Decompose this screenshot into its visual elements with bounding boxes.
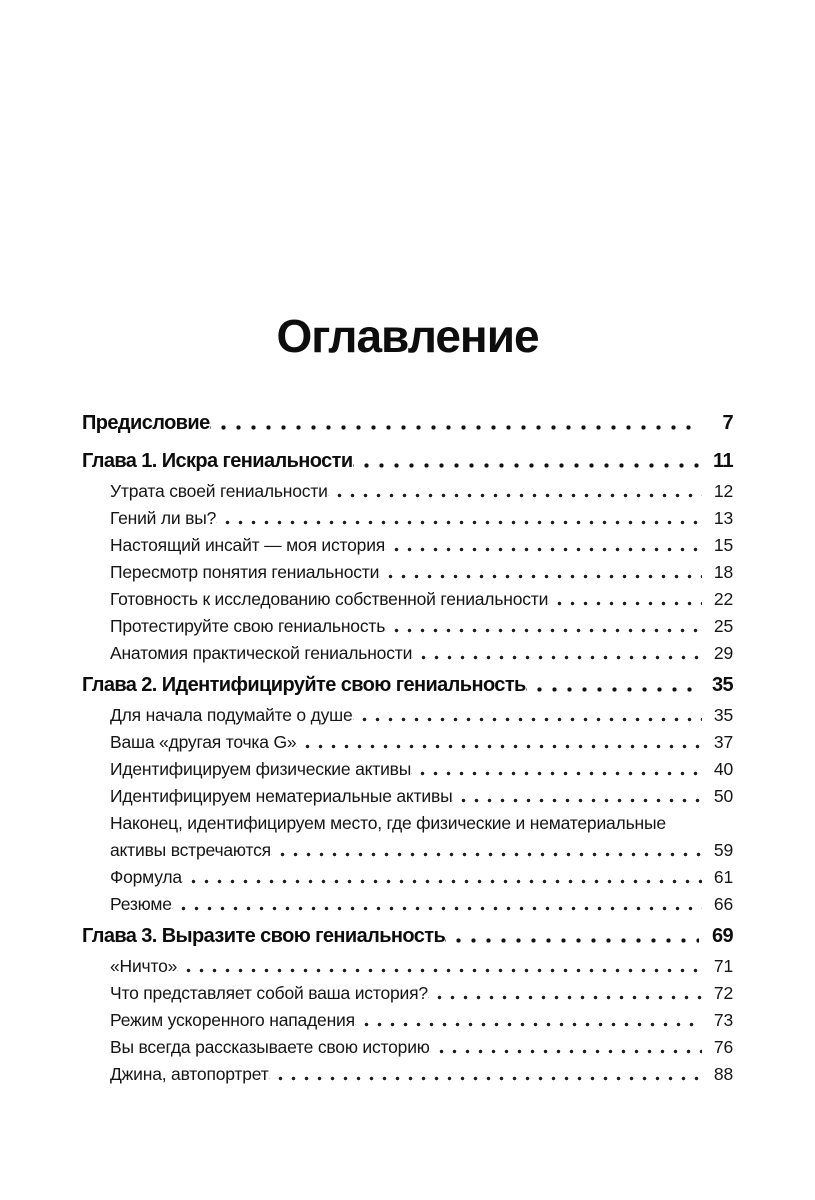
toc-entry-page: 18 [713,562,733,582]
toc-entry [82,756,733,783]
dot-leader [328,478,702,505]
dot-leader [210,410,699,437]
toc-entry [82,864,733,891]
dot-leader [526,672,699,699]
toc-entry-page: 15 [713,535,733,555]
toc-entry [82,702,733,729]
toc-entry-label: активы встречаются [110,840,271,860]
toc-entry-label: Что представляет собой ваша история? [110,983,428,1003]
toc-entry [82,1061,733,1088]
toc-entry-page: 25 [713,616,733,636]
toc-entry-line [82,478,733,505]
toc-entry-line [82,756,733,783]
toc-entry-page: 59 [713,840,733,860]
dot-leader [428,980,702,1007]
toc-entry [82,980,733,1007]
table-of-contents [82,410,733,1088]
toc-entry [82,532,733,559]
dot-leader [412,640,702,667]
toc-entry-line [82,980,733,1007]
toc-entry-page: 72 [713,983,733,1003]
dot-leader [385,613,702,640]
toc-entry-label: Глава 2. Идентифицируйте свою гениальность [82,674,526,696]
toc-entry-label: Настоящий инсайт — моя история [110,535,386,555]
toc-entry-page: 11 [713,450,733,472]
dot-leader [385,532,702,559]
toc-entry [82,448,733,475]
toc-entry [82,1034,733,1061]
dot-leader [379,559,702,586]
toc-entry-line [82,640,733,667]
dot-leader [172,891,702,918]
toc-entry-label: Резюме [110,894,172,914]
toc-entry-label: Вы всегда рассказываете свою историю [110,1037,430,1057]
toc-entry-line [82,1034,733,1061]
dot-leader [411,756,702,783]
toc-entry [82,810,733,864]
toc-entry [82,1007,733,1034]
toc-entry-label: Готовность к исследованию собственной гениальности [110,589,549,609]
dot-leader [269,1061,702,1088]
toc-entry-line [82,783,733,810]
toc-entry [82,672,733,699]
toc-entry-label: Для начала подумайте о душе [110,705,353,725]
toc-entry [82,410,733,437]
toc-entry-line [82,613,733,640]
toc-entry-label: Пересмотр понятия гениальности [110,562,380,582]
toc-entry [82,729,733,756]
toc-entry [82,891,733,918]
dot-leader [182,864,702,891]
toc-entry-line [82,505,733,532]
toc-entry-label: Формула [110,867,182,887]
dot-leader [177,953,702,980]
toc-entry [82,478,733,505]
toc-entry-page: 37 [713,732,733,752]
dot-leader [548,586,702,613]
toc-entry-line [82,837,733,864]
toc-entry-page: 13 [713,508,733,528]
toc-entry-page: 88 [713,1064,733,1084]
toc-entry-label: Джина, автопортрет [110,1064,269,1084]
toc-entry-page: 35 [711,674,733,696]
toc-entry [82,953,733,980]
dot-leader [452,783,702,810]
toc-entry-page: 12 [713,481,733,501]
toc-entry-line [82,891,733,918]
toc-entry [82,505,733,532]
toc-entry-page: 29 [713,643,733,663]
toc-entry-line [82,702,733,729]
toc-entry-label: Идентифицируем физические активы [110,759,412,779]
toc-entry [82,923,733,950]
toc-entry-label: Глава 1. Искра гениальности [82,450,353,472]
toc-entry-label: «Ничто» [110,956,178,976]
toc-entry-page: 7 [722,412,733,434]
toc-entry-page: 22 [713,589,733,609]
dot-leader [216,505,702,532]
toc-entry-line [82,729,733,756]
toc-entry-line [82,953,733,980]
dot-leader [445,923,699,950]
page-title: Оглавление [276,310,539,362]
toc-entry-line [82,810,733,837]
toc-entry-label: Ваша «другая точка G» [110,732,297,752]
toc-entry-line [82,532,733,559]
toc-entry-label: Режим ускоренного нападения [110,1010,355,1030]
toc-entry-label: Гений ли вы? [110,508,217,528]
toc-entry-label: Протестируйте свою гениальность [110,616,386,636]
toc-entry-page: 76 [713,1037,733,1057]
toc-entry [82,613,733,640]
toc-entry-page: 66 [713,894,733,914]
toc-entry-line [82,864,733,891]
toc-entry-line [82,1007,733,1034]
toc-entry-page: 73 [713,1010,733,1030]
toc-entry [82,559,733,586]
toc-entry-page: 61 [713,867,733,887]
toc-entry-page: 35 [713,705,733,725]
toc-entry-page: 40 [713,759,733,779]
dot-leader [430,1034,702,1061]
toc-entry-line [82,1061,733,1088]
toc-entry-label: Глава 3. Выразите свою гениальность [82,925,446,947]
toc-entry-label: Наконец, идентифицируем место, где физические и нематериальные [110,813,666,833]
toc-entry-line [82,559,733,586]
dot-leader [271,837,702,864]
toc-entry [82,640,733,667]
dot-leader [296,729,702,756]
toc-entry-page: 50 [713,786,733,806]
toc-entry-label: Идентифицируем нематериальные активы [110,786,453,806]
toc-entry-line [82,923,733,950]
toc-entry-label: Анатомия практической гениальности [110,643,413,663]
dot-leader [353,448,699,475]
toc-entry-line [82,672,733,699]
toc-entry-page: 69 [711,925,733,947]
toc-entry-page: 71 [713,956,733,976]
toc-entry-line [82,586,733,613]
dot-leader [355,1007,702,1034]
toc-entry-label: Утрата своей гениальности [110,481,328,501]
toc-entry-line [82,410,733,437]
toc-entry-line [82,448,733,475]
toc-entry-label: Предисловие [82,412,210,434]
toc-entry [82,586,733,613]
toc-entry [82,783,733,810]
dot-leader [353,702,702,729]
